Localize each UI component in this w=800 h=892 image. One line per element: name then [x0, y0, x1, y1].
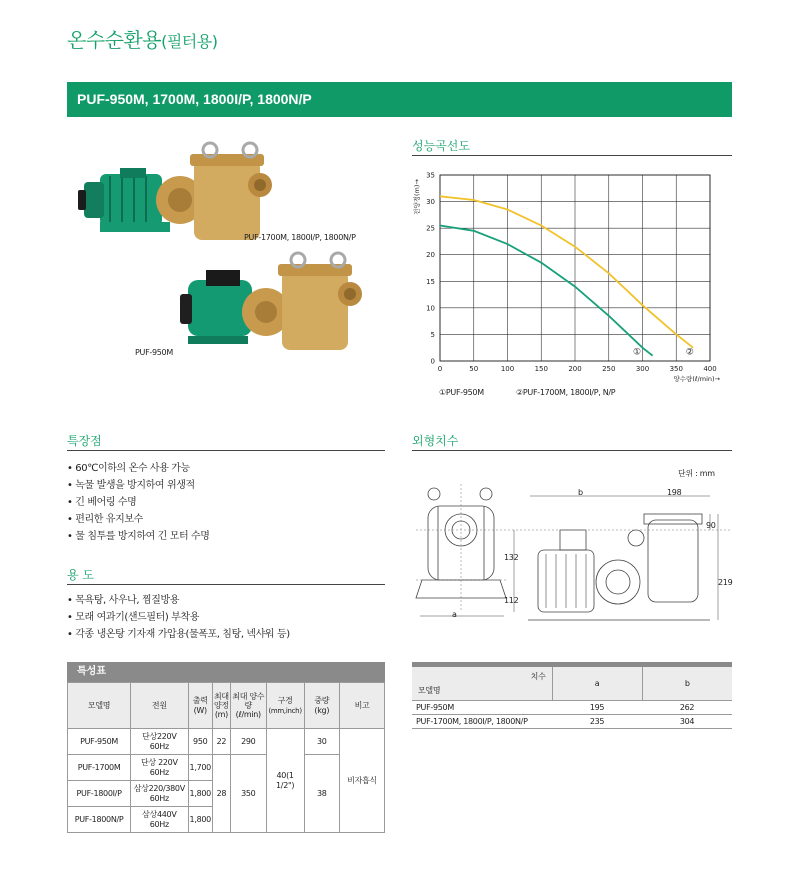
table-row: [412, 701, 732, 715]
dimension-drawing: [410, 480, 735, 635]
dim-header-dim: 치수: [530, 672, 546, 681]
spec-cell-weight: 38: [304, 755, 339, 833]
spec-cell-model: PUF-1800I/P: [68, 781, 131, 807]
chart-y-tick-label: 35: [426, 171, 435, 180]
spec-cell-head: 22: [212, 729, 230, 755]
chart-y-tick-label: 5: [430, 330, 435, 339]
pump-1700-illustration: [78, 143, 272, 240]
feature-item: • 긴 베어링 수명: [67, 497, 137, 508]
performance-legend-1: ①PUF-950M: [439, 388, 484, 397]
spec-table-title: 특성표: [67, 662, 385, 682]
chart-x-tick-label: 200: [568, 365, 582, 373]
chart-x-tick-label: 400: [703, 365, 717, 373]
spec-header-flow: 최대 양수량 (ℓ/min): [230, 683, 266, 729]
photo-label-bottom: PUF-950M: [135, 348, 173, 357]
chart-x-tick-label: 350: [669, 365, 683, 373]
spec-cell-flow: 350: [230, 755, 266, 833]
chart-x-tick-label: 150: [534, 365, 548, 373]
chart-y-tick-label: 20: [426, 251, 435, 260]
usage-item: • 목욕탕, 사우나, 찜질방용: [67, 595, 179, 606]
features-divider: [67, 450, 385, 451]
dim-cell-a: 195: [552, 701, 642, 715]
chart-y-axis-label: 전양정(m)→: [413, 179, 421, 215]
spec-cell-note: 비자흡식: [340, 729, 385, 833]
spec-header-weight: 중량 (kg): [304, 683, 339, 729]
spec-header-note: 비고: [340, 683, 385, 729]
spec-cell-output: 1,700: [188, 755, 212, 781]
usage-title: 용 도: [67, 568, 94, 582]
dim-header-a: a: [552, 665, 642, 701]
chart-y-tick-label: 30: [426, 198, 435, 207]
dim-label-132: 132: [504, 553, 519, 562]
pump-950-illustration: [180, 253, 362, 350]
dim-cell-b: 304: [642, 715, 732, 729]
usage-item: • 각종 냉온탕 기자재 가압용(물폭포, 침탕, 넥샤워 등): [67, 629, 290, 640]
product-photo: [70, 130, 400, 380]
spec-cell-power: 삼상440V 60Hz: [131, 807, 188, 833]
spec-header-row: [68, 683, 385, 729]
spec-cell-output: 1,800: [188, 807, 212, 833]
chart-series-marker: ①: [633, 347, 642, 358]
performance-divider: [412, 155, 732, 156]
dim-label-a: a: [452, 610, 457, 619]
spec-cell-head: 28: [212, 755, 230, 833]
chart-series-marker: ②: [685, 347, 694, 358]
dim-cell-a: 235: [552, 715, 642, 729]
chart-y-tick-label: 0: [430, 357, 435, 366]
page-title-sub: (필터용): [161, 32, 218, 51]
spec-header-bore: 구경 (mm,inch): [266, 683, 304, 729]
chart-series-line: [440, 226, 653, 356]
dim-label-198: 198: [667, 488, 682, 497]
spec-cell-power: 삼상220/380V 60Hz: [131, 781, 188, 807]
spec-header-power: 전원: [131, 683, 188, 729]
chart-y-tick-label: 25: [426, 224, 435, 233]
chart-x-axis-label: 양수량(ℓ/min)→: [673, 375, 720, 383]
spec-cell-output: 1,800: [188, 781, 212, 807]
dim-header-row: [412, 665, 732, 701]
usage-item: • 모래 여과기(샌드필터) 부착용: [67, 612, 199, 623]
chart-x-tick-label: 300: [635, 365, 650, 373]
dim-cell-model: PUF-950M: [412, 701, 552, 715]
spec-cell-flow: 290: [230, 729, 266, 755]
feature-item: • 60℃이하의 온수 사용 가능: [67, 463, 190, 474]
page-title-main: 온수순환용: [67, 28, 162, 52]
chart-x-tick-label: 250: [602, 365, 616, 373]
dim-header-corner: [412, 665, 552, 701]
spec-cell-model: PUF-950M: [68, 729, 131, 755]
dim-label-90: 90: [706, 521, 716, 530]
feature-item: • 녹물 발생을 방지하여 위생적: [67, 480, 195, 491]
spec-header-output: 출력 (W): [188, 683, 212, 729]
spec-header-model: 모델명: [68, 683, 131, 729]
spec-cell-weight: 30: [304, 729, 339, 755]
performance-title: 성능곡선도: [412, 139, 470, 153]
spec-cell-power: 단상220V 60Hz: [131, 729, 188, 755]
table-row: [68, 755, 385, 781]
feature-item: • 편리한 유지보수: [67, 514, 143, 525]
dim-label-b: b: [578, 488, 583, 497]
chart-x-tick-label: 0: [437, 365, 443, 373]
dimensions-divider: [412, 450, 732, 451]
features-title: 특장점: [67, 434, 102, 448]
page-title: [67, 24, 217, 53]
dim-label-112: 112: [504, 596, 519, 605]
dim-cell-model: PUF-1700M, 1800I/P, 1800N/P: [412, 715, 552, 729]
performance-chart: [405, 160, 735, 405]
dim-label-219: 219: [718, 578, 733, 587]
spec-cell-model: PUF-1700M: [68, 755, 131, 781]
table-row: [68, 729, 385, 755]
dimensions-unit: 단위 : mm: [678, 469, 715, 478]
spec-cell-bore: 40(1 1/2"): [266, 729, 304, 833]
spec-cell-model: PUF-1800N/P: [68, 807, 131, 833]
chart-y-tick-label: 10: [426, 304, 435, 313]
dim-header-b: b: [642, 665, 732, 701]
chart-series-line: [440, 196, 693, 347]
chart-x-tick-label: 50: [469, 365, 479, 373]
spec-cell-power: 단상 220V 60Hz: [131, 755, 188, 781]
chart-y-tick-label: 15: [426, 277, 435, 286]
spec-cell-output: 950: [188, 729, 212, 755]
usage-divider: [67, 584, 385, 585]
dim-cell-b: 262: [642, 701, 732, 715]
chart-x-tick-label: 100: [500, 365, 515, 373]
feature-item: • 물 침투를 방지하여 긴 모터 수명: [67, 531, 210, 542]
performance-legend-2: ②PUF-1700M, 1800I/P, N/P: [516, 388, 616, 397]
model-bar: PUF-950M, 1700M, 1800I/P, 1800N/P: [67, 82, 732, 117]
dimension-table: [412, 662, 732, 729]
dimensions-title: 외형치수: [412, 434, 459, 448]
spec-table: [67, 682, 385, 833]
photo-label-top: PUF-1700M, 1800I/P, 1800N/P: [244, 233, 356, 242]
dim-header-model: 모델명: [418, 686, 441, 695]
spec-header-head: 최대 양정 (m): [212, 683, 230, 729]
table-row: [412, 715, 732, 729]
